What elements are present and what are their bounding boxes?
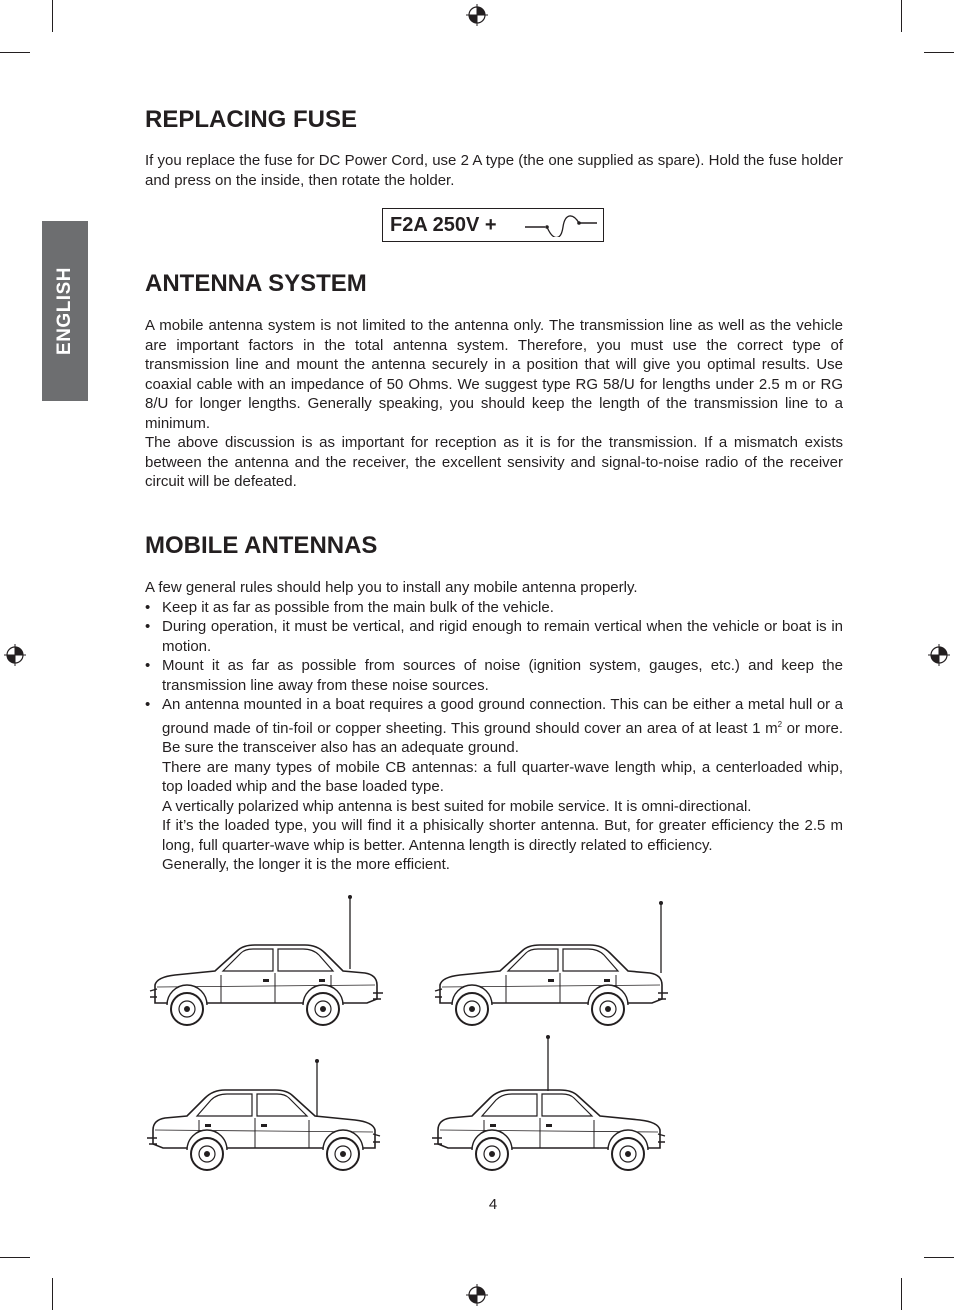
list-item <box>145 695 843 758</box>
bullet: • <box>145 618 151 635</box>
list-item-text: Mount it as far as possible from sources of noise (ignition system, gauges, etc.) and keep the transmission line away from these noise sources. <box>162 657 843 694</box>
fuse-rating-label: F2A 250V + <box>390 214 497 236</box>
antenna-rules-list <box>145 598 843 758</box>
car-antenna-rear-right <box>435 901 668 1025</box>
language-tab <box>42 221 88 401</box>
antenna-polarization-text: A vertically polarized whip antenna is best suited for mobile service. It is omni-directional. <box>162 797 752 815</box>
section-title-mobile-antennas: MOBILE ANTENNAS <box>145 532 378 559</box>
antenna-mounting-illustration <box>145 893 675 1183</box>
bullet: • <box>145 696 151 713</box>
crop-mark <box>52 0 53 32</box>
registration-mark-icon <box>466 1284 488 1306</box>
bullet: • <box>145 598 151 616</box>
crop-mark <box>901 1278 902 1310</box>
fuse-rating-box <box>382 208 604 242</box>
antenna-efficiency-text: Generally, the longer it is the more efficient. <box>162 856 450 873</box>
list-item-text: or more. Be sure the transceiver also has an adequate ground. <box>162 719 843 756</box>
language-tab-label: ENGLISH <box>54 267 75 355</box>
registration-mark-icon <box>466 4 488 26</box>
car-antenna-roof-right <box>432 1035 665 1170</box>
list-item <box>145 617 843 656</box>
bullet: • <box>145 657 151 674</box>
antenna-system-paragraph: A mobile antenna system is not limited to the antenna only. The transmission line as well as the vehicle are important factors in the total antenna system. Therefore, you must use the correct type of transmission line and mount the antenna securely in a position that will give you optimal results. Use coaxial cable with an impedance of 50 Ohms. We suggest type RG 58/U for lengths under 2.5 m or RG 8/U for longer lengths. Generally speaking, you should keep the length of the transmission line to a minimum. <box>145 317 843 432</box>
superscript: 2 <box>777 719 783 729</box>
fuse-symbol-icon <box>523 213 599 237</box>
mobile-antennas-intro: A few general rules should help you to install any mobile antenna properly. <box>145 579 638 596</box>
list-item-text: Keep it as far as possible from the main bulk of the vehicle. <box>162 598 554 616</box>
crop-mark <box>924 52 954 53</box>
crop-mark <box>52 1278 53 1310</box>
registration-mark-icon <box>928 644 950 666</box>
car-antenna-rear-left <box>150 895 383 1025</box>
antenna-types-text: There are many types of mobile CB antennas: a full quarter-wave length whip, a centerloaded whip, top loaded whip and the base loaded type. <box>162 758 843 795</box>
car-antenna-front-left <box>147 1059 380 1170</box>
crop-mark <box>0 52 30 53</box>
crop-mark <box>0 1257 30 1258</box>
antenna-length-text: If it’s the loaded type, you will find it a phisically shorter antenna. But, for greater efficiency the 2.5 m long, full quarter-wave whip is better. Antenna length is directly related to efficiency. <box>162 817 843 854</box>
replacing-fuse-text: If you replace the fuse for DC Power Cord, use 2 A type (the one supplied as spare). Hold the fuse holder and press on the inside, then rotate the holder. <box>145 152 843 189</box>
section-title-antenna-system: ANTENNA SYSTEM <box>145 270 367 297</box>
list-item-text: An antenna mounted in a boat requires a good ground connection. This can be either a metal hull or a ground made of tin-foil or copper sheeting. This ground should cover an area of at least 1 m <box>162 696 843 737</box>
antenna-system-paragraph: The above discussion is as important for reception as it is for the transmission. If a mismatch exists between the antenna and the receiver, the excellent sensivity and signal-to-noise radio of the receiver circuit will be defeated. <box>145 434 843 490</box>
registration-mark-icon <box>4 644 26 666</box>
list-item <box>145 656 843 695</box>
crop-mark <box>924 1257 954 1258</box>
page-number: 4 <box>488 1196 498 1213</box>
crop-mark <box>901 0 902 32</box>
list-item-text: During operation, it must be vertical, and rigid enough to remain vertical when the vehicle or boat is in motion. <box>162 618 843 655</box>
section-title-replacing-fuse: REPLACING FUSE <box>145 106 358 133</box>
list-item <box>145 598 843 618</box>
